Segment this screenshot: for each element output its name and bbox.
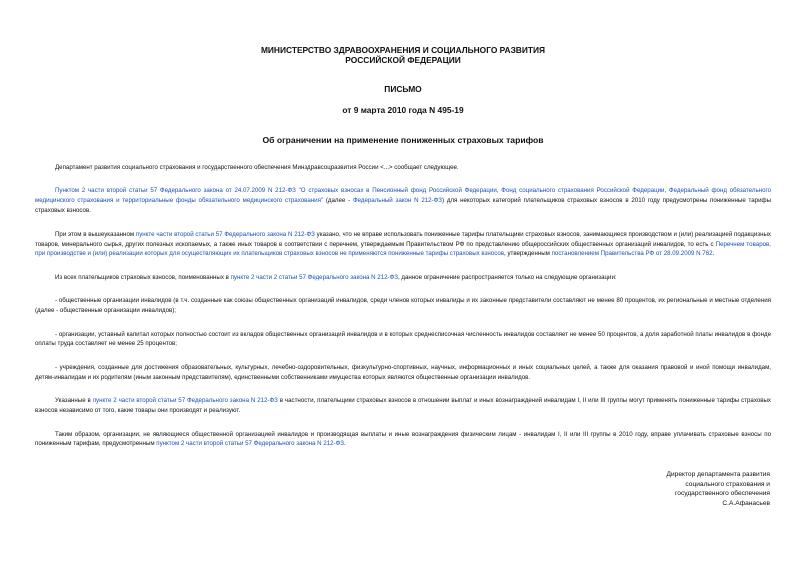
paragraph-text: Таким образом, организации, не являющиеся общественной организацией инвалидов и производящая выплаты и иные вознаграждения физическим лицам - инвалидам I, II или III группы в 2010 году, вправе уплачивать страховые взносы по пониженным тарифам, предусмотренным [35,430,771,448]
paragraph-intro [35,163,771,173]
ministry-title-line1: МИНИСТЕРСТВО ЗДРАВООХРАНЕНИЯ И СОЦИАЛЬНОГО РАЗВИТИЯ [260,45,546,55]
paragraph-text: - организации, уставный капитал которых полностью состоит из вкладов общественных организаций инвалидов и в которых среднесписочная численность инвалидов составляет не менее 50 процентов, а доля заработной платы инвалидов в фонде оплаты труда составляет не менее 25 процентов; [35,330,771,348]
paragraph-scope [35,273,771,283]
signature-block [667,470,770,508]
government-decree-762-link[interactable]: постановлением Правительства РФ от 28.09.2009 N 762 [551,250,713,258]
paragraph-payers [35,396,771,416]
article-57-point-2-part-two-link[interactable]: пунктом 2 части второй статьи 57 Федерального закона N 212-ФЗ [156,440,344,448]
list-item-capital-organizations [35,330,771,350]
article-57-point-2-link[interactable]: пункте 2 части 2 статьи 57 Федерального закона N 212-ФЗ [230,273,398,281]
signatory-name: С.А.Афанасьев [722,499,770,507]
paragraph-text: . [712,250,715,258]
paragraph-text: При этом в вышеуказанном [55,230,136,238]
list-item-disabled-organizations [35,296,771,316]
paragraph-text: - общественные организации инвалидов (в т.ч. созданные как союзы общественных организаций инвалидов, среди членов которых инвалиды и их законные представители составляют не менее 80 процентов, их региональные и местные отделения (далее - общественные организации инвалидов); [35,297,771,315]
paragraph-text: , данное ограничение распространяется только на следующие организации: [397,273,617,281]
paragraph-text: ) для некоторых категорий плательщиков страховых взносов в 2010 году предусмотрены пониженные тарифы страховых взносов. [35,197,771,215]
paragraph-text: Указанные в [55,397,93,405]
document-subject: Об ограничении на применение пониженных страховых тарифов [262,135,544,145]
document-body [35,163,771,449]
paragraph-text: , утвержденным [504,250,552,258]
paragraph-text: в частности, плательщики страховых взносов в отношении выплат и иных вознаграждений инвалидам I, II или III группы могут применять пониженные тарифы страховых взносов независимо от того, какие товары они производят и реализуют. [35,397,771,415]
ministry-title-line2: РОССИЙСКОЙ ФЕДЕРАЦИИ [345,55,461,65]
paragraph-restriction [35,230,771,260]
law-212-article-57-link[interactable]: Пунктом 2 части второй статьи 57 Федерального закона от 24.07.2009 N 212-ФЗ "О страховых взносах в Пенсионный фонд Российской Федерации, Фонд социального страхования Российской Федерации, Федеральный фонд обязательного медицинского страхования и территориальные фонды обязательного медицинского страхования" [35,187,771,205]
paragraph-text: Из всех плательщиков страховых взносов, поименованных в [55,273,231,281]
signature-line: государственного обеспечения [675,490,770,498]
paragraph-text: указано, что не вправе использовать пониженные тарифы плательщики страховых взносов, занимающиеся производством и (или) реализацией подакцизных товаров, минерального сырья, других полезных ископаемых, а также иных товаров в соответствии с перечнем, утверждаемым Правительством РФ по представлению общероссийских общественных организаций инвалидов, то есть с [35,230,771,248]
goods-list-link[interactable]: Перечнем товаров, при производстве и (или) реализации которых для осуществляющих их плательщиков страховых взносов не применяются пониженные тарифы страховых взносов [35,240,771,258]
paragraph-conclusion [35,430,771,450]
paragraph-text: Департамент развития социального страхования и государственного обеспечения Минздравсоцразвития России <...> сообщает следующее. [55,164,459,171]
document-date: от 9 марта 2010 года N 495-19 [342,105,464,115]
paragraph-text: . [344,440,346,448]
paragraph-text: (далее - [323,197,353,205]
signature-line: Директор департамента развития [666,471,770,478]
ministry-title [35,45,771,65]
paragraph-text: - учреждения, созданные для достижения образовательных, культурных, лечебно-оздоровительных, физкультурно-спортивных, научных, информационных и иных социальных целей, а также для оказания правовой и иной помощи инвалидам, детям-инвалидам и их родителям (иным законным представителям), единственными собственниками имущества которых являются общественные организации инвалидов. [35,363,771,381]
paragraph-law-reference [35,186,771,216]
document-type: ПИСЬМО [384,84,422,94]
article-57-part-two-link[interactable]: пункте 2 части второй статьи 57 Федерального закона N 212-ФЗ [92,397,278,405]
article-57-part-link[interactable]: пункте части второй статьи 57 Федерального закона N 212-ФЗ [135,230,315,238]
law-212-short-link[interactable]: Федеральный закон N 212-ФЗ [352,197,442,205]
signature-line: социального страхования и [685,480,770,488]
list-item-institutions [35,363,771,383]
